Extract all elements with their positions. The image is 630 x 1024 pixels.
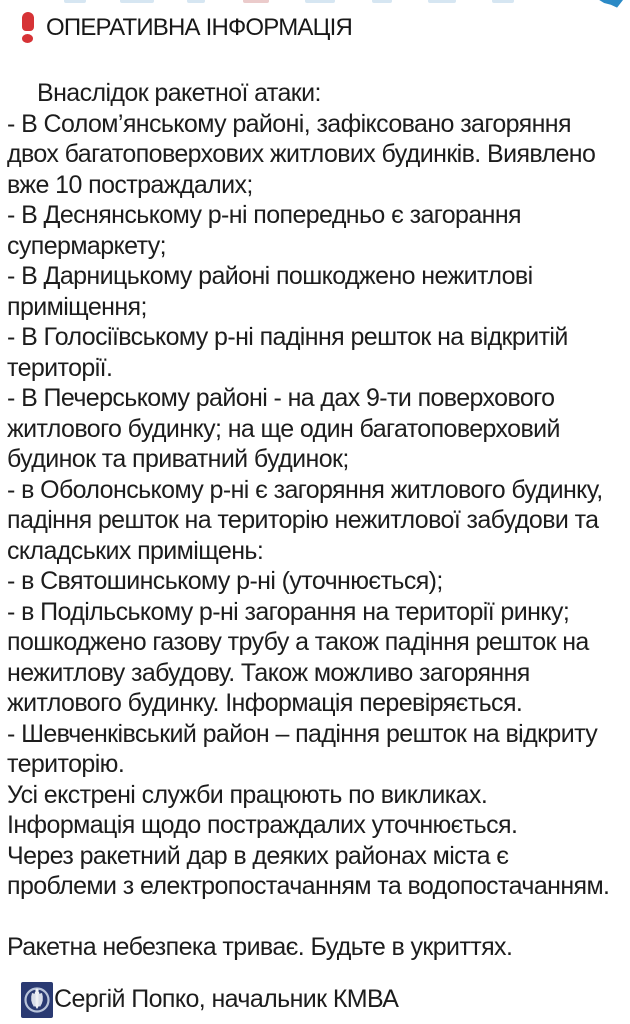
text-line: житлового будинку; на ще один багатоповерховий	[7, 414, 560, 443]
text-line: - в Святошинському р-ні (уточнюється);	[7, 567, 443, 595]
text-line: пошкоджено газову трубу а також падіння решток на	[7, 628, 589, 656]
text-line: території.	[7, 353, 113, 382]
text-line: нежитлову забудову. Також можливо загоряння	[7, 658, 530, 687]
text-line: - В Деснянському р-ні попередньо є загорання	[7, 201, 521, 229]
text-line: Інформація щодо постраждалих уточнюється.	[7, 811, 518, 839]
text-line: приміщення;	[7, 292, 147, 321]
text-line: - В Солом’янському районі, зафіксовано загоряння	[7, 109, 571, 138]
text-line: будинок та приватний будинок;	[7, 445, 349, 473]
alert-exclamation-icon	[21, 12, 34, 43]
text-line: Ракетна небезпека триває. Будьте в укриттях.	[7, 933, 513, 961]
text-line: - в Оболонському р-ні є загоряння житлового будинку,	[7, 475, 603, 504]
text-line: - В Дарницькому районі пошкоджено нежитлові	[7, 262, 533, 290]
blank-line	[7, 902, 626, 933]
remnant-mark	[64, 0, 86, 3]
header	[21, 12, 630, 43]
text-line: двох багатоповерхових житлових будинків. Виявлено	[7, 140, 596, 168]
remnant-mark	[372, 0, 392, 3]
text-line: житлового будинку. Інформація перевіряється.	[7, 689, 523, 717]
text-line: супермаркету;	[7, 231, 167, 260]
remnant-mark	[428, 0, 456, 3]
text-line: вже 10 постраждалих;	[7, 170, 253, 199]
remnant-mark	[305, 0, 335, 3]
remnant-mark	[243, 0, 269, 3]
message-body	[0, 78, 630, 1018]
text-line: проблеми з електропостачанням та водопостачанням.	[7, 872, 610, 900]
cropped-line-remnant	[0, 0, 630, 8]
signature-row	[21, 982, 626, 1018]
remnant-mark	[492, 0, 514, 3]
signature-text: Сергій Попко, начальник КМВА	[54, 985, 399, 1013]
text-line: Через ракетний дар в деяких районах міста є	[7, 841, 509, 870]
kyiv-emblem-icon	[21, 982, 53, 1018]
text-line: Внаслідок ракетної атаки:	[37, 79, 321, 107]
blue-corner-icon	[596, 0, 623, 8]
text-line: Усі екстрені служби працюють по викликах.	[7, 780, 488, 809]
text-line: - Шевченківський район – падіння решток на відкриту	[7, 719, 598, 748]
remnant-mark	[187, 0, 205, 3]
text-line: складських приміщень:	[7, 536, 264, 565]
remnant-mark	[120, 0, 154, 3]
text-line: - В Печерському районі - на дах 9-ти поверхового	[7, 384, 555, 412]
text-line: - В Голосіївському р-ні падіння решток на відкритій	[7, 323, 568, 351]
text-line: - в Подільському р-ні загорання на території ринку;	[7, 597, 570, 626]
text-line: падіння решток на територію нежитлової забудови та	[7, 506, 599, 534]
page-title: ОПЕРАТИВНА ІНФОРМАЦІЯ	[46, 13, 352, 41]
text-line: територію.	[7, 750, 125, 778]
